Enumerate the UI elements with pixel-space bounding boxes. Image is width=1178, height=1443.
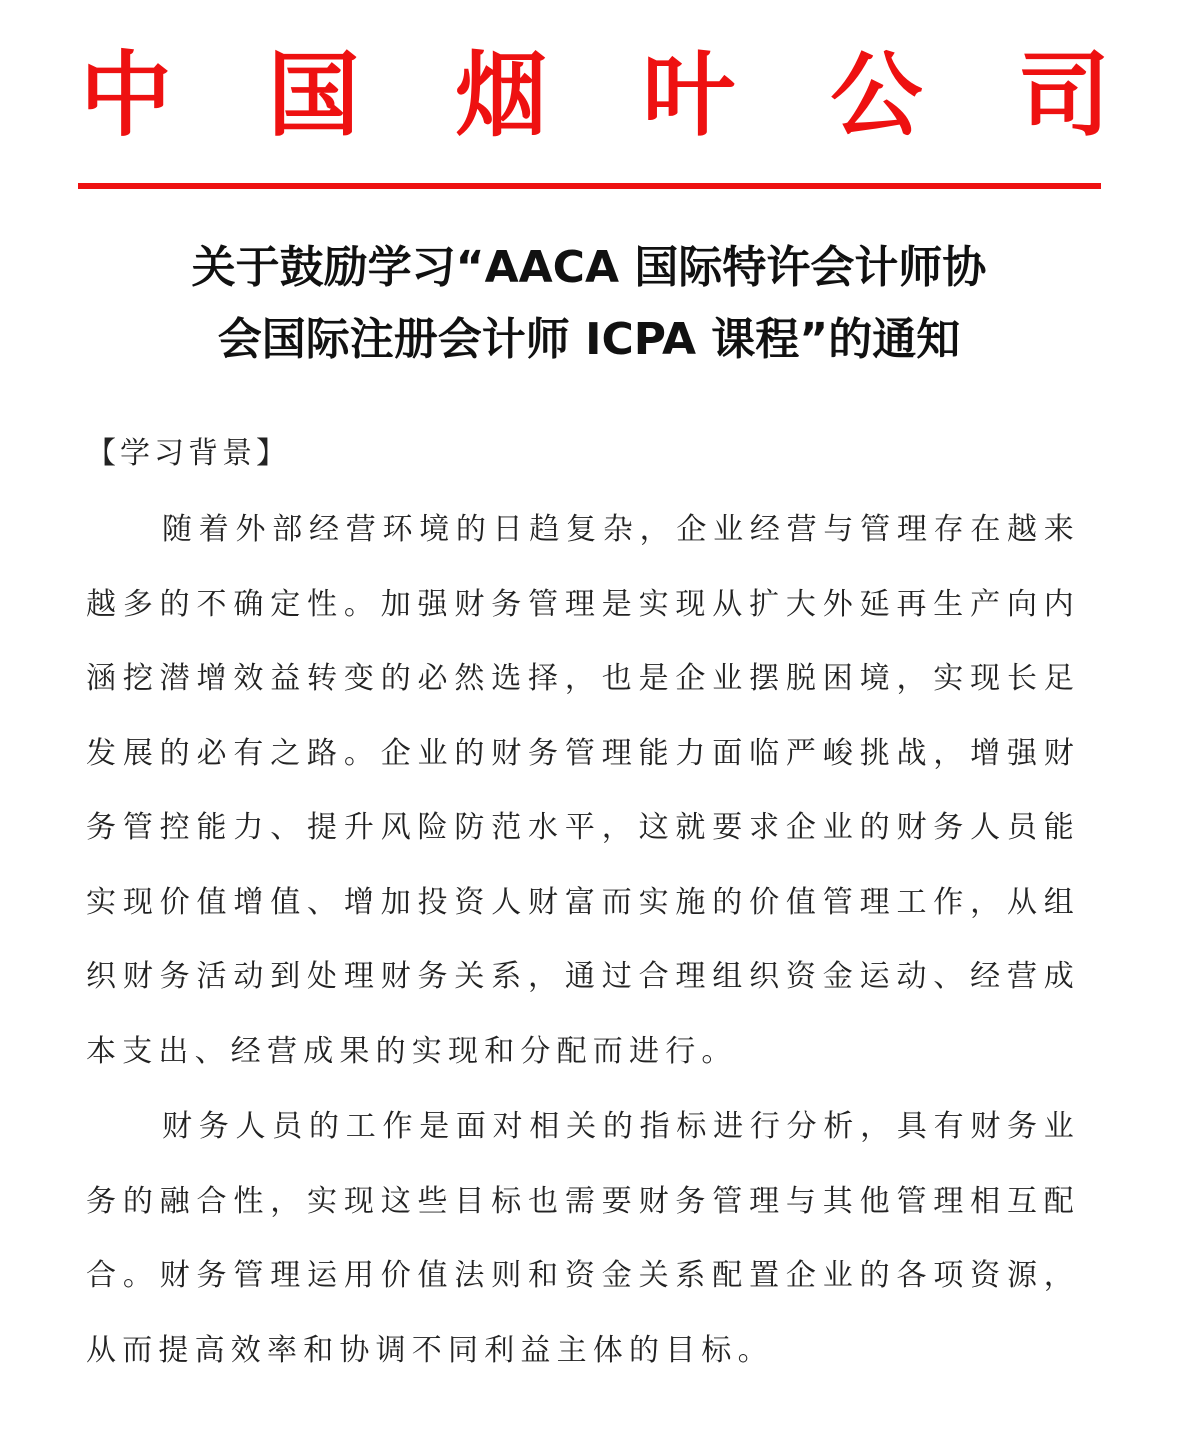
letterhead-char: 司 [1017,42,1110,149]
letterhead [80,40,1110,152]
section-heading: 【学习背景】 [86,436,290,471]
letterhead-char: 叶 [642,42,735,149]
document-title [60,232,1118,376]
body-paragraph-2: 财务人员的工作是面对相关的指标进行分析，具有财务业务的融合性，实现这些目标也需要财务管理与其他管理相互配合。财务管理运用价值法则和资金关系配置企业的各项资源，从而提高效率和协调不同利益主体的目标。 [86,1109,1080,1368]
letterhead-char: 烟 [455,42,548,149]
document-title-line-1: 关于鼓励学习“AACA 国际特许会计师协 [191,242,987,293]
letterhead-char: 公 [830,42,923,149]
letterhead-char: 国 [267,42,360,149]
letterhead-divider [78,183,1101,189]
document-title-line-2: 会国际注册会计师 ICPA 课程”的通知 [217,314,961,365]
letterhead-char: 中 [80,42,173,149]
body-paragraph-1: 随着外部经营环境的日趋复杂，企业经营与管理存在越来越多的不确定性。加强财务管理是实现从扩大外延再生产向内涵挖潜增效益转变的必然选择，也是企业摆脱困境，实现长足发展的必有之路。企业的财务管理能力面临严峻挑战，增强财务管控能力、提升风险防范水平，这就要求企业的财务人员能实现价值增值、增加投资人财富而实施的价值管理工作，从组织财务活动到处理财务关系，通过合理组织资金运动、经营成本支出、经营成果的实现和分配而进行。 [86,512,1080,1069]
